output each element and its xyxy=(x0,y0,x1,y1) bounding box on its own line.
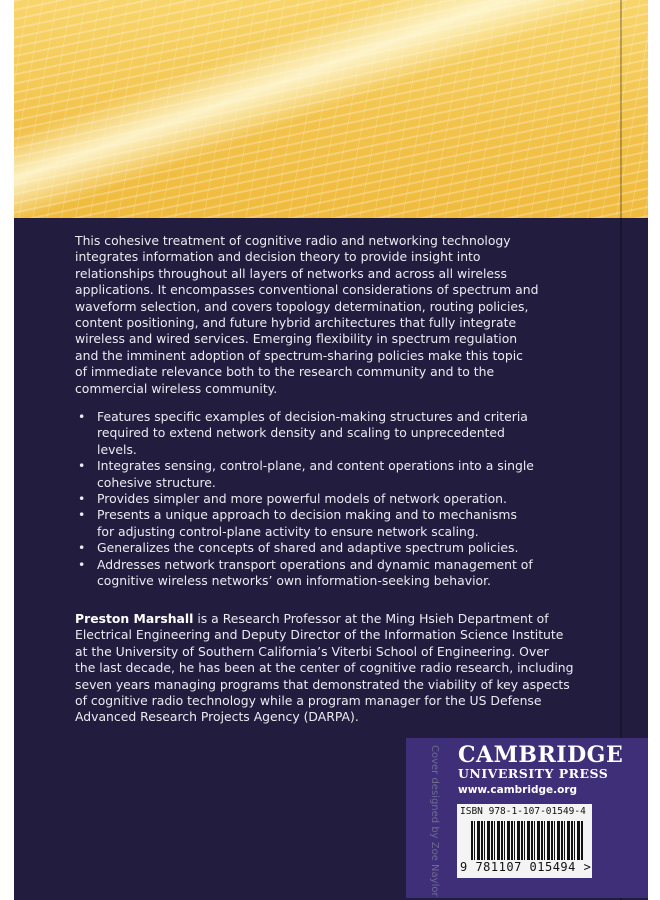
author-name: Preston Marshall xyxy=(75,611,194,626)
feature-line: Generalizes the concepts of shared and adaptive spectrum policies. xyxy=(97,540,519,556)
description-line: and the imminent adoption of spectrum-sharing policies make this topic xyxy=(75,347,523,363)
feature-line: Integrates sensing, control-plane, and content operations into a single xyxy=(97,458,534,474)
feature-item xyxy=(75,458,534,491)
feature-item xyxy=(75,540,534,556)
bullet-icon: • xyxy=(78,540,86,556)
feature-line: Addresses network transport operations and dynamic management of xyxy=(97,556,533,572)
book-back-cover xyxy=(14,0,648,900)
feature-line: cognitive wireless networks’ own information-seeking behavior. xyxy=(97,573,491,589)
description xyxy=(75,233,538,397)
description-line: waveform selection, and covers topology determination, routing policies, xyxy=(75,298,529,314)
feature-item xyxy=(75,491,534,507)
description-line: of immediate relevance both to the research community and to the xyxy=(75,364,495,380)
feature-line: Provides simpler and more powerful models of network operation. xyxy=(97,491,507,507)
bio-line: seven years managing programs that demonstrated the viability of key aspects xyxy=(75,676,570,692)
cover-artwork xyxy=(14,0,648,218)
barcode xyxy=(471,821,583,861)
barcode-digits: 9 781107 015494 > xyxy=(460,860,592,874)
publisher-panel xyxy=(406,738,648,898)
feature-line: for adjusting control-plane activity to ensure network scaling. xyxy=(97,523,479,539)
description-line: wireless and wired services. Emerging flexibility in spectrum regulation xyxy=(75,331,518,347)
feature-line: Presents a unique approach to decision making and to mechanisms xyxy=(97,507,517,523)
publisher-logo-subtitle: UNIVERSITY PRESS xyxy=(458,766,609,781)
publisher-url: www.cambridge.org xyxy=(458,784,578,796)
feature-item xyxy=(75,557,534,590)
publisher-logo-name: CAMBRIDGE xyxy=(458,742,624,768)
description-line: content positioning, and future hybrid architectures that fully integrate xyxy=(75,315,517,331)
bullet-icon: • xyxy=(78,458,86,474)
bullet-icon: • xyxy=(78,409,86,424)
isbn-text: ISBN 978-1-107-01549-4 xyxy=(460,806,586,817)
bio-line: Advanced Research Projects Agency (DARPA). xyxy=(75,709,359,725)
bullet-icon: • xyxy=(78,491,86,507)
bio-line xyxy=(75,611,574,627)
bullet-icon: • xyxy=(78,507,86,523)
description-line: applications. It encompasses conventional considerations of spectrum and xyxy=(75,282,539,298)
description-line: This cohesive treatment of cognitive radio and networking technology xyxy=(75,233,511,248)
feature-line: Features specific examples of decision-making structures and criteria xyxy=(97,409,528,424)
feature-line: required to extend network density and scaling to unprecedented xyxy=(97,425,505,441)
bullet-icon: • xyxy=(78,556,86,572)
description-line: commercial wireless community. xyxy=(75,380,278,396)
feature-item xyxy=(75,507,534,540)
bio-line: of cognitive radio technology while a program manager for the US Defense xyxy=(75,693,542,709)
barcode-label xyxy=(457,804,592,878)
bio-line: Electrical Engineering and Deputy Director of the Information Science Institute xyxy=(75,627,564,643)
cover-credit: Cover designed by Zoe Naylor xyxy=(429,745,440,897)
bio-line: at the University of Southern California’s Viterbi School of Engineering. Over xyxy=(75,643,549,659)
feature-list xyxy=(75,409,534,589)
bio-text: is a Research Professor at the Ming Hsieh Department of xyxy=(193,611,549,626)
description-line: integrates information and decision theory to provide insight into xyxy=(75,249,481,265)
feature-line: cohesive structure. xyxy=(97,474,216,490)
bio-line: the last decade, he has been at the center of cognitive radio research, including xyxy=(75,660,574,676)
feature-line: levels. xyxy=(97,441,137,457)
author-bio xyxy=(75,611,574,726)
description-line: relationships throughout all layers of networks and across all wireless xyxy=(75,265,507,281)
feature-item xyxy=(75,409,534,458)
